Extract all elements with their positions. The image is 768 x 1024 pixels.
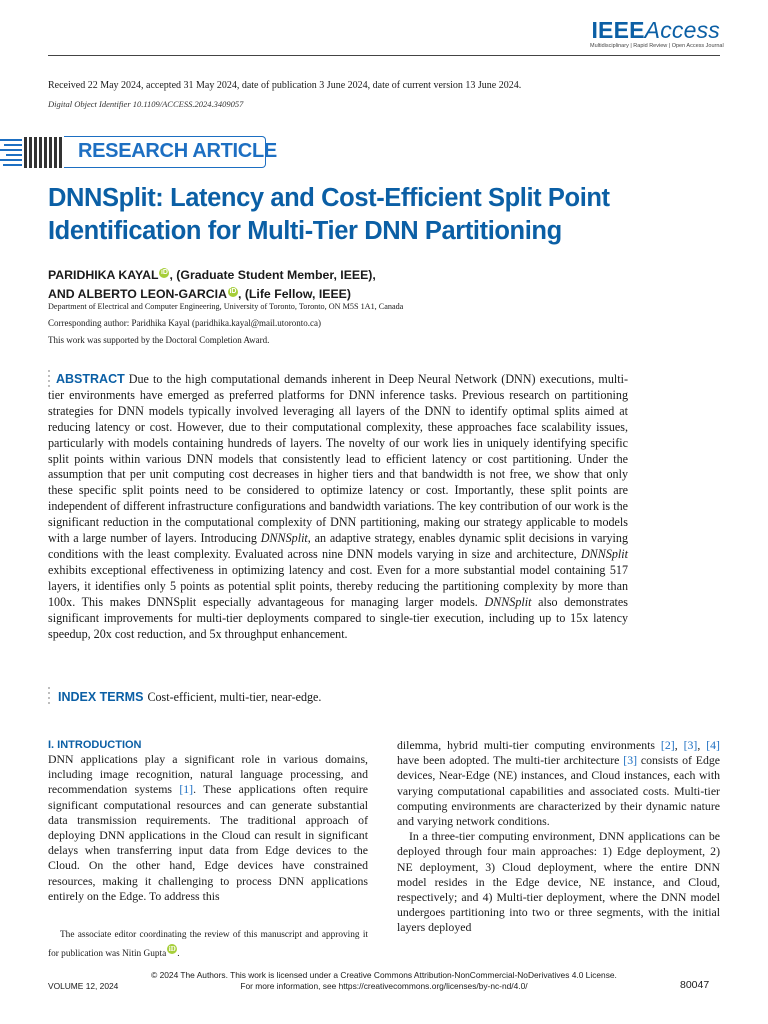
author-name-1[interactable]: PARIDHIKA KAYAL [48,268,159,282]
logo-ieee: IEEE [591,17,645,43]
citation-separator: , [674,738,684,752]
index-terms-text: Cost-efficient, multi-tier, near-edge. [147,690,322,704]
author-role-1: , (Graduate Student Member, IEEE), [169,268,376,282]
page-number: 80047 [680,979,710,991]
volume-label: VOLUME 12, 2024 [48,981,119,991]
index-dots-decoration [48,687,51,707]
article-type-banner [64,136,277,168]
editor-footnote [48,928,368,962]
author-name-2[interactable]: AND ALBERTO LEON-GARCIA [48,287,227,301]
paragraph-text: . These applications often require significant computational resources and can generate substantial data transmission requirements. The traditional approach of deploying DNN applications in the Cloud can result in significant delays when transferring input data from Edge devices to the Cloud. On the other hand, Edge devices have constrained resources, making it challenging to process DNN applications entirely on the Edge. To address this [48,782,368,903]
abstract-text: exhibits exceptional effectiveness in optimizing latency and cost. Even for a more substantial model containing 517 layers, it identifies only 5 points as potential split points, thereby reducing the partitioning complexity by more than 100x. This makes DNNSplit especially advantageous for managing larger models. [48,562,628,609]
citation-separator: , [697,738,707,752]
citation-link[interactable]: [3] [683,738,698,752]
paragraph-text: dilemma, hybrid multi-tier computing environments [397,738,661,752]
paragraph-text: consists of Edge devices, Near-Edge (NE) instances, and Cloud instances, each with varying computational capabilities and associated costs. Multi-tier computing environments are characterized by their dynamic nature and varying network conditions. [397,753,720,829]
abstract-heading: ABSTRACT [56,372,125,386]
affiliation: Department of Electrical and Computer Engineering, University of Toronto, Toronto, ON M5S 1A1, Canada [48,302,404,311]
paragraph: In a three-tier computing environment, DNN applications can be deployed through four main approaches: 1) Edge deployment, 2) NE deployment, 3) Cloud deployment, where the entire DNN model resides in the Edge device, NE instance, and Cloud, respectively; and 4) Multi-tier deployment, where the DNN model undergoes partitioning into two or three segments, with the initial layers deployed [397,829,720,935]
citation-link[interactable]: [3] [623,753,638,768]
journal-logo [590,17,724,49]
paragraph [397,738,720,829]
abstract-emphasis: DNNSplit [260,531,308,546]
corresponding-author: Corresponding author: Paridhika Kayal (paridhika.kayal@mail.utoronto.ca) [48,318,321,328]
banner-stripes-decoration [0,136,64,170]
license-url-line[interactable]: For more information, see https://creativecommons.org/licenses/by-nc-nd/4.0/ [240,981,528,991]
paper-title: DNNSplit: Latency and Cost-Efficient Split Point Identification for Multi-Tier DNN Partitioning [48,184,610,245]
abstract-text: Due to the high computational demands inherent in Deep Neural Network (DNN) executions, multi-tier environments have emerged as preferred platforms for DNN inference tasks. Previous research on partitioning strategies for DNN models typically involved leveraging all layers of the DNN to identify optimal splits aimed at reducing latency or cost. However, due to their computational complexity, these approaches face scalability issues, particularly with models containing hundreds of layers. The novelty of our work lies in uniquely identifying specific split points within various DNN models that consistently lead to efficient latency or cost partitioning. Under the assumption that per unit computing cost decreases in higher tiers and that bandwidth is not free, we show that only these specific split points need to be considered to optimize latency or cost. Importantly, these split points are independent of different infrastructure configurations and bandwidth variations. The key contribution of our work is the significant reduction in the computational complexity of DNN partitioning, making our strategy applicable to models with a large number of layers. Introducing [48,372,628,546]
orcid-icon[interactable]: iD [229,288,237,295]
logo-tagline: Multidisciplinary | Rapid Review | Open Access Journal [590,43,724,49]
article-type-label: RESEARCH ARTICLE [78,140,277,162]
logo-access: Access [644,17,720,43]
abstract-emphasis: DNNSplit [580,546,628,561]
paragraph-text: DNN applications play a significant role in various domains, including image recognition, natural language processing, and recommendation systems [48,752,368,797]
index-terms [58,690,321,705]
citation-link[interactable]: [1] [179,782,194,797]
header-rule [48,55,720,56]
author-line-2 [48,287,351,301]
author-line-1 [48,268,376,282]
received-dates: Received 22 May 2024, accepted 31 May 2024, date of publication 3 June 2024, date of current version 13 June 2024. [48,80,522,91]
citation-link[interactable]: [4] [706,738,720,752]
orcid-icon[interactable]: iD [160,269,168,276]
abstract-emphasis: DNNSplit [484,594,532,609]
citation-link[interactable]: [2] [660,738,675,752]
funding-note: This work was supported by the Doctoral Completion Award. [48,335,270,345]
body-column-left [48,752,368,904]
abstract-text: also demonstrates significant improvements for multi-tier deployments compared to single-tier execution, including up to 15x latency speedup, 20x cost reduction, and 5x throughput enhancement. [48,594,628,641]
abstract-text: , an adaptive strategy, enables dynamic split decisions in varying conditions with the least complexity. Evaluated across nine DNN models varying in size and architecture, [48,531,628,561]
body-column-right [397,738,720,936]
copyright-line: © 2024 The Authors. This work is licensed under a Creative Commons Attribution-NonCommercial-NoDerivatives 4.0 License. [151,970,617,980]
footnote-text: The associate editor coordinating the review of this manuscript and approving it for publication was Nitin Gupta [48,930,368,959]
section-heading-introduction: I. INTRODUCTION [48,739,142,751]
index-terms-heading: INDEX TERMS [58,690,144,704]
author-role-2: , (Life Fellow, IEEE) [237,287,351,301]
paragraph-text: have been adopted. The multi-tier architecture [397,753,624,768]
orcid-icon[interactable]: iD [168,944,176,953]
doi-line: Digital Object Identifier 10.1109/ACCESS.2024.3409057 [48,99,244,109]
footnote-end: . [177,948,180,959]
abstract [48,372,628,642]
